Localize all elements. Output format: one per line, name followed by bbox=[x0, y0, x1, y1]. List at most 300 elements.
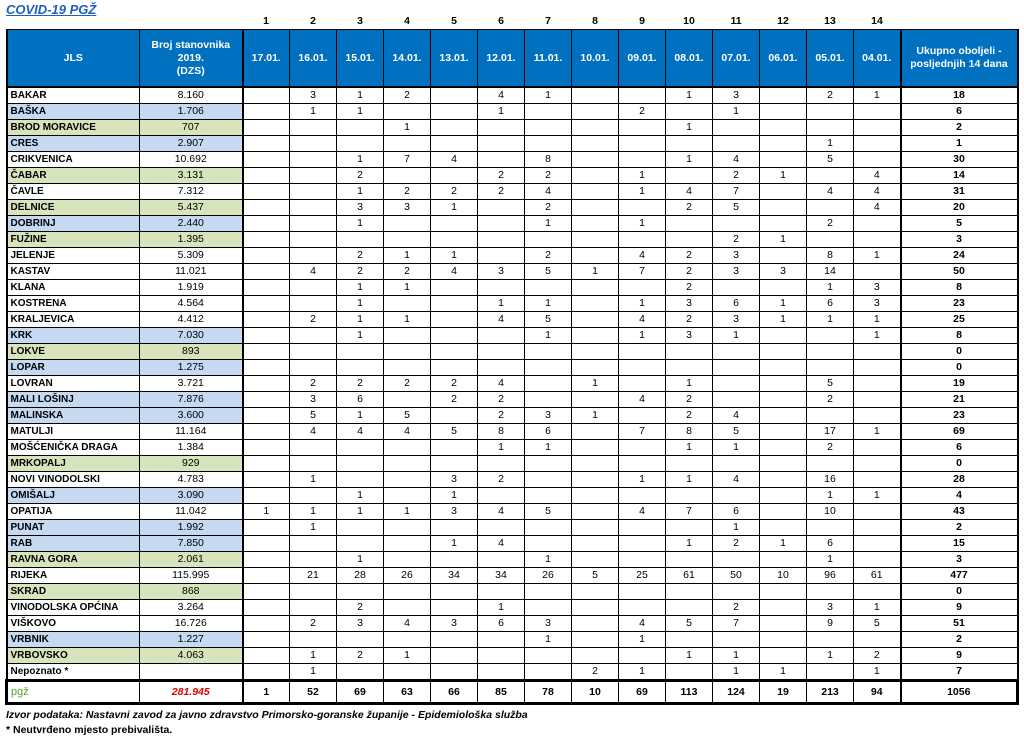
case-cell: 1 bbox=[337, 216, 384, 232]
case-cell: 1 bbox=[713, 664, 760, 681]
case-cell bbox=[572, 536, 619, 552]
case-cell bbox=[854, 536, 901, 552]
case-cell bbox=[290, 632, 337, 648]
table-row bbox=[7, 648, 1018, 664]
municipality-name: ČABAR bbox=[7, 168, 140, 184]
case-cell: 14 bbox=[807, 264, 854, 280]
case-cell: 1 bbox=[431, 200, 478, 216]
table-row bbox=[7, 616, 1018, 632]
total-cell: 14 bbox=[901, 168, 1018, 184]
population-cell: 1.919 bbox=[140, 280, 243, 296]
case-cell bbox=[713, 488, 760, 504]
case-cell bbox=[337, 136, 384, 152]
case-cell bbox=[619, 152, 666, 168]
case-cell bbox=[760, 104, 807, 120]
case-cell: 2 bbox=[431, 184, 478, 200]
table-row bbox=[7, 200, 1018, 216]
case-cell bbox=[478, 456, 525, 472]
municipality-name: DELNICE bbox=[7, 200, 140, 216]
case-cell bbox=[337, 472, 384, 488]
case-cell bbox=[760, 376, 807, 392]
case-cell: 2 bbox=[619, 104, 666, 120]
population-cell: 1.275 bbox=[140, 360, 243, 376]
municipality-name: CRIKVENICA bbox=[7, 152, 140, 168]
case-cell bbox=[572, 136, 619, 152]
case-cell: 1 bbox=[384, 280, 431, 296]
case-cell: 2 bbox=[478, 408, 525, 424]
case-cell bbox=[713, 632, 760, 648]
header-date: 16.01. bbox=[290, 30, 337, 88]
case-cell: 1 bbox=[854, 87, 901, 104]
case-cell: 1 bbox=[478, 600, 525, 616]
case-cell bbox=[431, 136, 478, 152]
case-cell bbox=[525, 392, 572, 408]
case-cell bbox=[854, 504, 901, 520]
case-cell bbox=[619, 584, 666, 600]
case-cell bbox=[243, 600, 290, 616]
case-cell bbox=[619, 488, 666, 504]
case-cell bbox=[572, 280, 619, 296]
header-date: 07.01. bbox=[713, 30, 760, 88]
case-cell bbox=[243, 136, 290, 152]
population-cell: 929 bbox=[140, 456, 243, 472]
table-row bbox=[7, 456, 1018, 472]
case-cell bbox=[384, 440, 431, 456]
case-cell bbox=[384, 104, 431, 120]
case-cell bbox=[854, 152, 901, 168]
day-number: 4 bbox=[404, 15, 410, 27]
case-cell: 1 bbox=[337, 296, 384, 312]
case-cell: 4 bbox=[290, 424, 337, 440]
municipality-name: RIJEKA bbox=[7, 568, 140, 584]
total-cell: 6 bbox=[901, 104, 1018, 120]
case-cell: 1 bbox=[854, 664, 901, 681]
case-cell bbox=[290, 168, 337, 184]
case-cell: 2 bbox=[713, 168, 760, 184]
case-cell bbox=[760, 87, 807, 104]
case-cell bbox=[525, 120, 572, 136]
case-cell: 1 bbox=[854, 248, 901, 264]
case-cell bbox=[243, 152, 290, 168]
case-cell: 1 bbox=[525, 87, 572, 104]
case-cell bbox=[243, 408, 290, 424]
sum-total: 1056 bbox=[901, 681, 1018, 704]
case-cell: 1 bbox=[384, 504, 431, 520]
case-cell bbox=[478, 520, 525, 536]
case-cell: 17 bbox=[807, 424, 854, 440]
population-cell: 4.063 bbox=[140, 648, 243, 664]
sum-cell: 63 bbox=[384, 681, 431, 704]
case-cell bbox=[290, 344, 337, 360]
case-cell bbox=[337, 520, 384, 536]
total-cell: 23 bbox=[901, 296, 1018, 312]
case-cell: 4 bbox=[619, 392, 666, 408]
case-cell bbox=[431, 312, 478, 328]
case-cell bbox=[431, 664, 478, 681]
population-cell: 1.992 bbox=[140, 520, 243, 536]
case-cell bbox=[478, 360, 525, 376]
table-row bbox=[7, 440, 1018, 456]
case-cell bbox=[760, 408, 807, 424]
case-cell bbox=[337, 232, 384, 248]
case-cell bbox=[854, 520, 901, 536]
case-cell: 2 bbox=[478, 472, 525, 488]
case-cell bbox=[572, 424, 619, 440]
case-cell bbox=[666, 664, 713, 681]
case-cell: 3 bbox=[478, 264, 525, 280]
case-cell bbox=[760, 136, 807, 152]
municipality-name: OMIŠALJ bbox=[7, 488, 140, 504]
total-cell: 28 bbox=[901, 472, 1018, 488]
case-cell bbox=[290, 328, 337, 344]
case-cell bbox=[713, 584, 760, 600]
case-cell bbox=[619, 648, 666, 664]
case-cell: 1 bbox=[666, 152, 713, 168]
case-cell bbox=[290, 360, 337, 376]
case-cell: 1 bbox=[337, 184, 384, 200]
case-cell: 7 bbox=[713, 184, 760, 200]
case-cell: 1 bbox=[713, 520, 760, 536]
sum-row bbox=[7, 681, 1018, 704]
day-number: 9 bbox=[639, 15, 645, 27]
case-cell bbox=[807, 200, 854, 216]
case-cell: 2 bbox=[666, 408, 713, 424]
case-cell bbox=[337, 664, 384, 681]
case-cell: 4 bbox=[290, 264, 337, 280]
case-cell bbox=[854, 440, 901, 456]
case-cell: 4 bbox=[619, 312, 666, 328]
population-cell: 2.061 bbox=[140, 552, 243, 568]
case-cell bbox=[478, 488, 525, 504]
population-cell: 115.995 bbox=[140, 568, 243, 584]
case-cell bbox=[854, 552, 901, 568]
case-cell: 2 bbox=[666, 392, 713, 408]
case-cell bbox=[431, 408, 478, 424]
case-cell: 1 bbox=[290, 504, 337, 520]
case-cell: 1 bbox=[854, 600, 901, 616]
case-cell: 1 bbox=[384, 648, 431, 664]
case-cell: 5 bbox=[290, 408, 337, 424]
day-number: 14 bbox=[871, 15, 883, 27]
case-cell bbox=[807, 408, 854, 424]
municipality-name: RAVNA GORA bbox=[7, 552, 140, 568]
case-cell: 1 bbox=[431, 488, 478, 504]
case-cell bbox=[666, 344, 713, 360]
case-cell bbox=[760, 184, 807, 200]
case-cell: 1 bbox=[619, 184, 666, 200]
table-row bbox=[7, 424, 1018, 440]
case-cell: 1 bbox=[854, 424, 901, 440]
case-cell bbox=[713, 376, 760, 392]
case-cell bbox=[431, 648, 478, 664]
case-cell: 8 bbox=[478, 424, 525, 440]
sum-cell: 1 bbox=[243, 681, 290, 704]
header-date: 14.01. bbox=[384, 30, 431, 88]
population-cell: 7.850 bbox=[140, 536, 243, 552]
case-cell: 7 bbox=[619, 264, 666, 280]
case-cell bbox=[760, 200, 807, 216]
case-cell: 6 bbox=[478, 616, 525, 632]
case-cell: 3 bbox=[666, 328, 713, 344]
header-date: 06.01. bbox=[760, 30, 807, 88]
case-cell: 2 bbox=[807, 392, 854, 408]
case-cell: 3 bbox=[807, 600, 854, 616]
day-number: 13 bbox=[824, 15, 836, 27]
case-cell bbox=[243, 328, 290, 344]
table-row bbox=[7, 584, 1018, 600]
case-cell: 5 bbox=[666, 616, 713, 632]
case-cell bbox=[666, 600, 713, 616]
case-cell: 4 bbox=[384, 424, 431, 440]
case-cell bbox=[572, 584, 619, 600]
source-note: Izvor podataka: Nastavni zavod za javno zdravstvo Primorsko-goranske županije - Epidemiološka služba bbox=[6, 709, 528, 721]
total-cell: 30 bbox=[901, 152, 1018, 168]
case-cell: 4 bbox=[807, 184, 854, 200]
population-cell: 11.042 bbox=[140, 504, 243, 520]
case-cell bbox=[666, 552, 713, 568]
case-cell: 5 bbox=[807, 376, 854, 392]
case-cell: 26 bbox=[384, 568, 431, 584]
municipality-name: KOSTRENA bbox=[7, 296, 140, 312]
day-number-row bbox=[7, 10, 1018, 30]
table-row bbox=[7, 312, 1018, 328]
case-cell: 2 bbox=[666, 312, 713, 328]
sum-cell: 66 bbox=[431, 681, 478, 704]
case-cell bbox=[243, 232, 290, 248]
case-cell: 4 bbox=[713, 152, 760, 168]
table-row bbox=[7, 568, 1018, 584]
case-cell: 1 bbox=[713, 328, 760, 344]
case-cell: 2 bbox=[478, 392, 525, 408]
case-cell bbox=[478, 344, 525, 360]
population-cell: 5.437 bbox=[140, 200, 243, 216]
case-cell: 3 bbox=[854, 296, 901, 312]
case-cell bbox=[478, 328, 525, 344]
population-cell: 11.164 bbox=[140, 424, 243, 440]
total-cell: 477 bbox=[901, 568, 1018, 584]
municipality-name: KASTAV bbox=[7, 264, 140, 280]
case-cell: 1 bbox=[619, 328, 666, 344]
header-date: 04.01. bbox=[854, 30, 901, 88]
case-cell: 3 bbox=[713, 87, 760, 104]
total-cell: 7 bbox=[901, 664, 1018, 681]
case-cell: 1 bbox=[807, 648, 854, 664]
population-cell: 1.706 bbox=[140, 104, 243, 120]
total-cell: 24 bbox=[901, 248, 1018, 264]
case-cell bbox=[431, 440, 478, 456]
case-cell: 2 bbox=[384, 87, 431, 104]
case-cell bbox=[572, 360, 619, 376]
case-cell bbox=[243, 568, 290, 584]
case-cell: 3 bbox=[431, 472, 478, 488]
case-cell bbox=[337, 344, 384, 360]
case-cell bbox=[384, 344, 431, 360]
case-cell: 4 bbox=[478, 536, 525, 552]
page-title: COVID-19 PGŽ bbox=[6, 2, 97, 17]
case-cell bbox=[807, 232, 854, 248]
municipality-name: PUNAT bbox=[7, 520, 140, 536]
case-cell bbox=[478, 136, 525, 152]
total-cell: 2 bbox=[901, 120, 1018, 136]
case-cell bbox=[384, 536, 431, 552]
case-cell: 2 bbox=[337, 648, 384, 664]
case-cell bbox=[525, 472, 572, 488]
case-cell: 2 bbox=[337, 264, 384, 280]
case-cell: 6 bbox=[713, 296, 760, 312]
case-cell: 4 bbox=[337, 424, 384, 440]
case-cell bbox=[619, 200, 666, 216]
case-cell bbox=[384, 296, 431, 312]
day-number: 12 bbox=[777, 15, 789, 27]
total-cell: 9 bbox=[901, 648, 1018, 664]
population-cell: 4.412 bbox=[140, 312, 243, 328]
municipality-name: MRKOPALJ bbox=[7, 456, 140, 472]
case-cell: 4 bbox=[478, 504, 525, 520]
case-cell bbox=[666, 520, 713, 536]
case-cell: 16 bbox=[807, 472, 854, 488]
case-cell bbox=[666, 456, 713, 472]
case-cell: 1 bbox=[431, 248, 478, 264]
table-row bbox=[7, 120, 1018, 136]
case-cell bbox=[431, 360, 478, 376]
case-cell: 1 bbox=[572, 408, 619, 424]
sum-cell: 94 bbox=[854, 681, 901, 704]
case-cell: 8 bbox=[807, 248, 854, 264]
population-cell: 893 bbox=[140, 344, 243, 360]
day-number: 11 bbox=[730, 15, 742, 27]
case-cell: 5 bbox=[572, 568, 619, 584]
municipality-name: BAŠKA bbox=[7, 104, 140, 120]
case-cell bbox=[713, 552, 760, 568]
table-row bbox=[7, 248, 1018, 264]
case-cell bbox=[290, 216, 337, 232]
day-number: 7 bbox=[545, 15, 551, 27]
case-cell: 2 bbox=[572, 664, 619, 681]
case-cell: 4 bbox=[854, 184, 901, 200]
case-cell bbox=[243, 584, 290, 600]
case-cell: 2 bbox=[337, 248, 384, 264]
case-cell bbox=[572, 504, 619, 520]
case-cell: 5 bbox=[807, 152, 854, 168]
case-cell bbox=[572, 648, 619, 664]
case-cell: 1 bbox=[337, 408, 384, 424]
case-cell bbox=[384, 392, 431, 408]
case-cell: 3 bbox=[760, 264, 807, 280]
total-cell: 0 bbox=[901, 456, 1018, 472]
case-cell bbox=[243, 616, 290, 632]
case-cell bbox=[243, 87, 290, 104]
case-cell bbox=[290, 120, 337, 136]
population-cell: 4.783 bbox=[140, 472, 243, 488]
case-cell bbox=[807, 632, 854, 648]
case-cell bbox=[760, 392, 807, 408]
case-cell: 2 bbox=[854, 648, 901, 664]
case-cell bbox=[572, 456, 619, 472]
municipality-name: SKRAD bbox=[7, 584, 140, 600]
municipality-name: VRBNIK bbox=[7, 632, 140, 648]
case-cell: 4 bbox=[854, 168, 901, 184]
case-cell: 26 bbox=[525, 568, 572, 584]
case-cell: 8 bbox=[525, 152, 572, 168]
case-cell bbox=[478, 120, 525, 136]
case-cell: 1 bbox=[290, 648, 337, 664]
case-cell bbox=[290, 280, 337, 296]
population-cell: 1.384 bbox=[140, 440, 243, 456]
case-cell: 2 bbox=[807, 440, 854, 456]
case-cell bbox=[243, 120, 290, 136]
case-cell: 7 bbox=[619, 424, 666, 440]
header-date: 13.01. bbox=[431, 30, 478, 88]
case-cell: 2 bbox=[290, 376, 337, 392]
municipality-name: VIŠKOVO bbox=[7, 616, 140, 632]
case-cell: 3 bbox=[666, 296, 713, 312]
case-cell bbox=[243, 200, 290, 216]
case-cell bbox=[243, 216, 290, 232]
table-body bbox=[7, 87, 1018, 681]
day-number: 3 bbox=[357, 15, 363, 27]
case-cell bbox=[290, 440, 337, 456]
case-cell bbox=[666, 232, 713, 248]
table-row bbox=[7, 376, 1018, 392]
case-cell bbox=[290, 536, 337, 552]
municipality-name: LOPAR bbox=[7, 360, 140, 376]
case-cell: 3 bbox=[431, 504, 478, 520]
case-cell bbox=[760, 504, 807, 520]
table-row bbox=[7, 280, 1018, 296]
case-cell: 2 bbox=[713, 600, 760, 616]
case-cell bbox=[431, 87, 478, 104]
case-cell bbox=[525, 376, 572, 392]
header-jls: JLS bbox=[7, 30, 140, 88]
case-cell bbox=[713, 136, 760, 152]
case-cell: 1 bbox=[525, 440, 572, 456]
case-cell: 1 bbox=[760, 232, 807, 248]
case-cell bbox=[572, 296, 619, 312]
case-cell: 2 bbox=[337, 600, 384, 616]
case-cell bbox=[290, 184, 337, 200]
case-cell bbox=[431, 600, 478, 616]
total-cell: 50 bbox=[901, 264, 1018, 280]
case-cell bbox=[243, 632, 290, 648]
case-cell bbox=[619, 87, 666, 104]
case-cell bbox=[807, 520, 854, 536]
case-cell: 1 bbox=[619, 296, 666, 312]
case-cell bbox=[384, 552, 431, 568]
case-cell bbox=[243, 184, 290, 200]
case-cell: 1 bbox=[760, 664, 807, 681]
day-number: 5 bbox=[451, 15, 457, 27]
total-cell: 25 bbox=[901, 312, 1018, 328]
table-row bbox=[7, 216, 1018, 232]
table-row bbox=[7, 552, 1018, 568]
case-cell: 1 bbox=[290, 520, 337, 536]
case-cell bbox=[760, 648, 807, 664]
population-cell: 3.131 bbox=[140, 168, 243, 184]
total-cell: 9 bbox=[901, 600, 1018, 616]
case-cell bbox=[572, 600, 619, 616]
case-cell bbox=[384, 584, 431, 600]
case-cell bbox=[713, 392, 760, 408]
municipality-name: KLANA bbox=[7, 280, 140, 296]
case-cell bbox=[525, 520, 572, 536]
sum-cell: 213 bbox=[807, 681, 854, 704]
case-cell: 1 bbox=[666, 87, 713, 104]
municipality-name: JELENJE bbox=[7, 248, 140, 264]
case-cell bbox=[243, 536, 290, 552]
case-cell bbox=[525, 488, 572, 504]
case-cell bbox=[478, 632, 525, 648]
case-cell: 1 bbox=[666, 648, 713, 664]
